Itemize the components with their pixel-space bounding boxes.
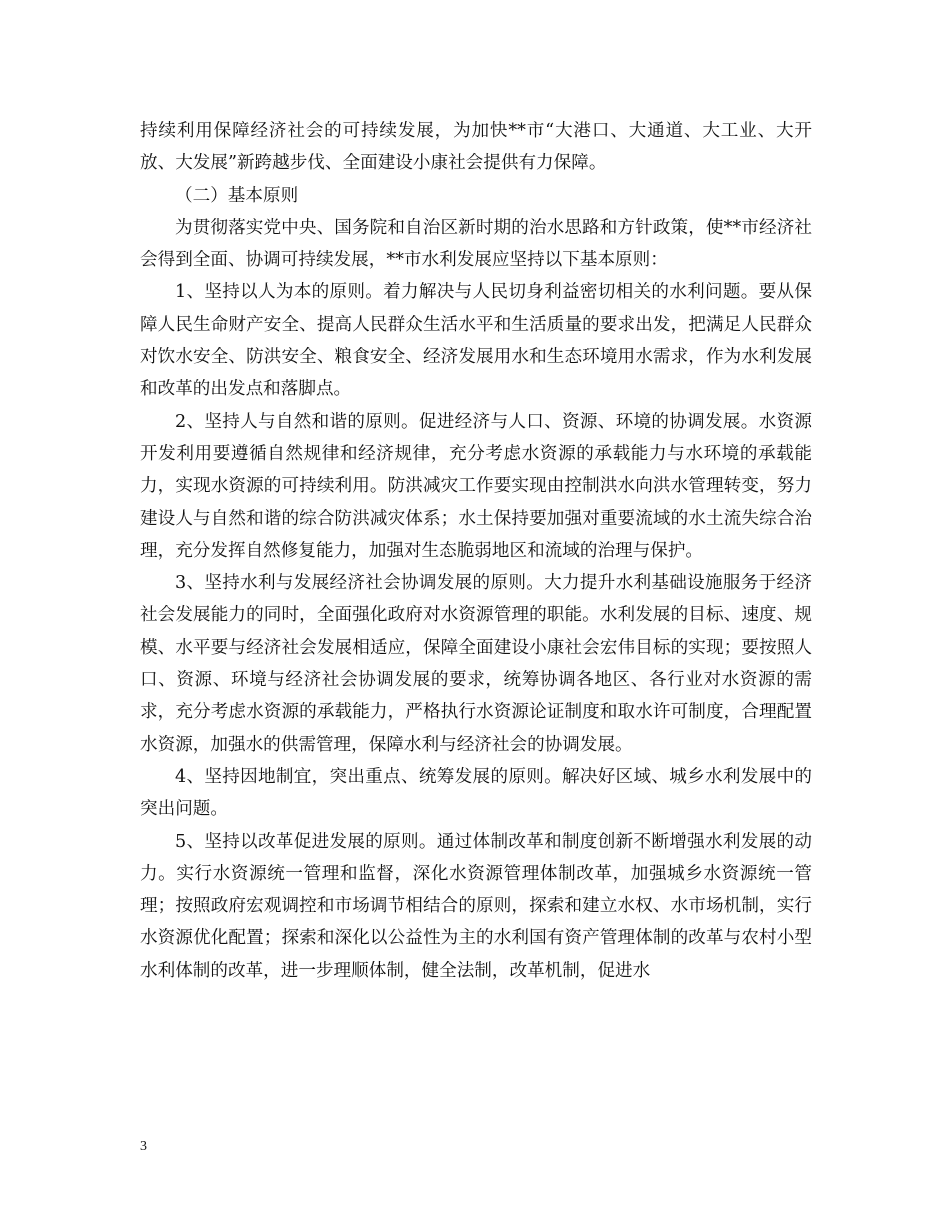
- paragraph-principle-3: 3、坚持水利与发展经济社会协调发展的原则。大力提升水利基础设施服务于经济社会发展能力的同时，全面强化政府对水资源管理的职能。水利发展的目标、速度、规模、水平要与经济社会发展相适应，保障全面建设小康社会宏伟目标的实现；要按照人口、资源、环境与经济社会协调发展的要求，统筹协调各地区、各行业对水资源的需求，充分考虑水资源的承载能力，严格执行水资源论证制度和取水许可制度，合理配置水资源，加强水的供需管理，保障水利与经济社会的协调发展。: [140, 573, 812, 755]
- paragraph-continuation: 持续利用保障经济社会的可持续发展，为加快**市“大港口、大通道、大工业、大开放、大发展”新跨越步伐、全面建设小康社会提供有力保障。: [140, 121, 812, 174]
- paragraph-principle-5: 5、坚持以改革促进发展的原则。通过体制改革和制度创新不断增强水利发展的动力。实行水资源统一管理和监督，深化水资源管理体制改革，加强城乡水资源统一管理；按照政府宏观调控和市场调节相结合的原则，探索和建立水权、水市场机制，实行水资源优化配置；探索和深化以公益性为主的水利国有资产管理体制的改革与农村小型水利体制的改革，进一步理顺体制，健全法制，改革机制，促进水: [140, 831, 812, 981]
- section-heading-basic-principles: （二）基本原则: [175, 185, 299, 206]
- document-body: [140, 115, 812, 987]
- paragraph-principle-1: 1、坚持以人为本的原则。着力解决与人民切身利益密切相关的水利问题。要从保障人民生命财产安全、提高人民群众生活水平和生活质量的要求出发，把满足人民群众对饮水安全、防洪安全、粮食安全、经济发展用水和生态环境用水需求，作为水利发展和改革的出发点和落脚点。: [140, 282, 812, 400]
- paragraph-principle-2: 2、坚持人与自然和谐的原则。促进经济与人口、资源、环境的协调发展。水资源开发利用要遵循自然规律和经济规律，充分考虑水资源的承载能力与水环境的承载能力，实现水资源的可持续利用。防洪减灾工作要实现由控制洪水向洪水管理转变，努力建设人与自然和谐的综合防洪减灾体系；水土保持要加强对重要流域的水土流失综合治理，充分发挥自然修复能力，加强对生态脆弱地区和流域的治理与保护。: [140, 411, 812, 561]
- paragraph-principle-4: 4、坚持因地制宜，突出重点、统筹发展的原则。解决好区域、城乡水利发展中的突出问题。: [140, 766, 812, 820]
- page-number: 3: [140, 1139, 147, 1154]
- paragraph-intro: 为贯彻落实党中央、国务院和自治区新时期的治水思路和方针政策，使**市经济社会得到全面、协调可持续发展，**市水利发展应坚持以下基本原则：: [140, 217, 812, 271]
